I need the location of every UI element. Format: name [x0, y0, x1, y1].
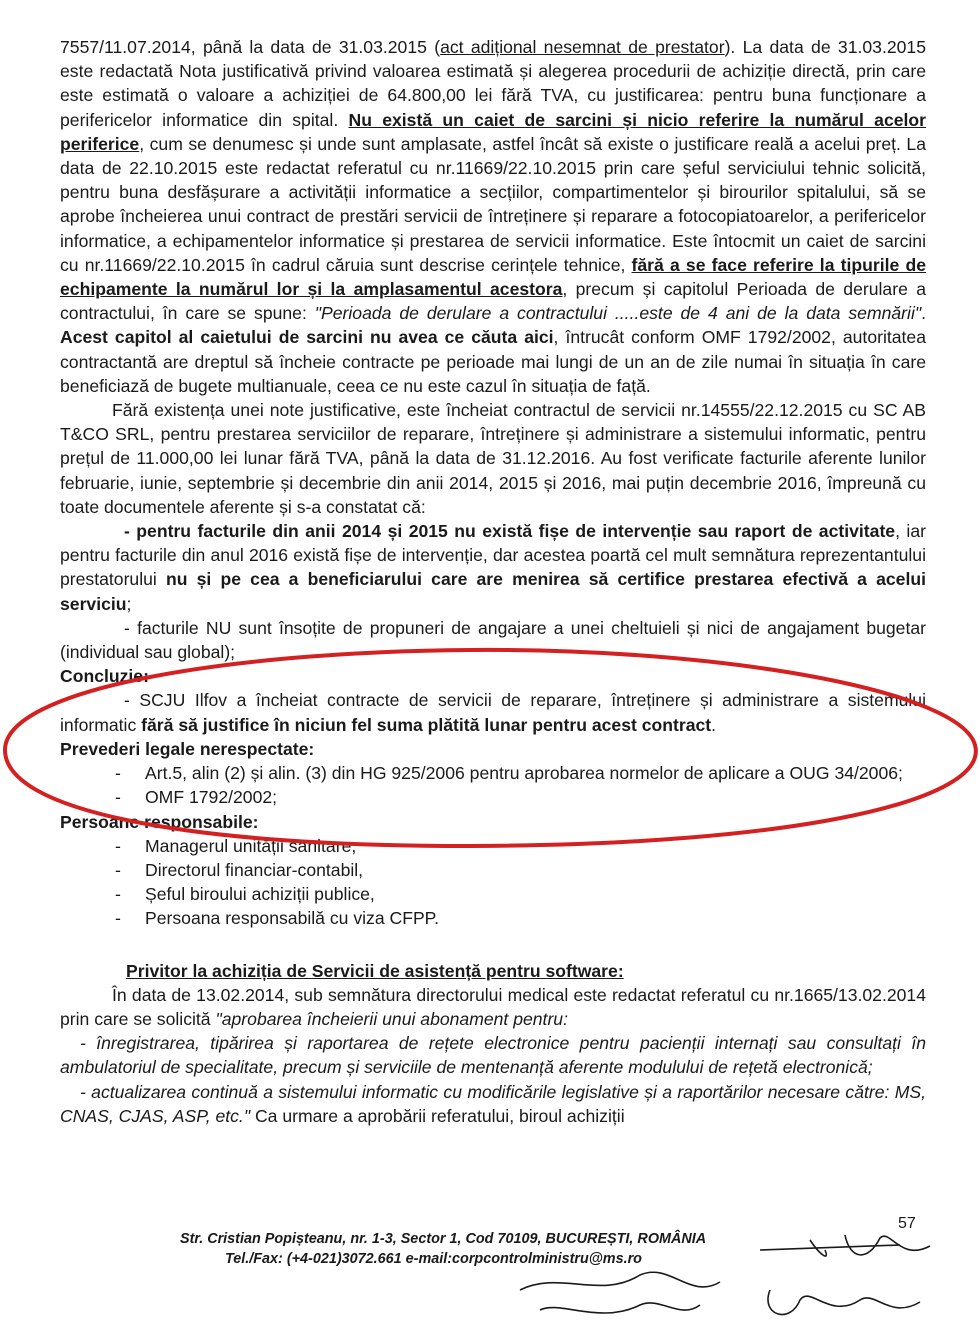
- document-body: [60, 35, 926, 1128]
- text-run-underlined: act adițional nesemnat de prestator: [440, 37, 725, 57]
- text-run-emphasis: Nu există un caiet de sarcini și nicio referire la numărul acelor periferice: [60, 109, 926, 154]
- list-item: - Managerul unității sanitare,: [115, 834, 926, 858]
- text-run: În data de 13.02.2014, sub semnătura directorului medical este redactat referatul cu nr.1665/13.02.2014 prin care se solicită: [60, 984, 926, 1029]
- responsible-persons-heading: Persoane responsabile:: [60, 811, 259, 832]
- paragraph-software-request: [60, 983, 926, 1031]
- footer-address: [180, 1229, 706, 1269]
- text-run-quote: - actualizarea continuă a sistemului informatic cu modificările legislative și a raportărilor necesare către: MS, CNAS, CJAS, ASP, etc.": [60, 1081, 926, 1126]
- finding-item-2: - facturile NU sunt însoțite de propuneri de angajare a unei cheltuieli și nici de angajament bugetar (individual sau global);: [60, 617, 926, 663]
- quote-item-2: [60, 1080, 926, 1128]
- responsible-persons-list: [60, 834, 926, 931]
- legal-provisions-list: [60, 761, 926, 809]
- paragraph-service-contract: Fără existența unei note justificative, este încheiat contractul de servicii nr.14555/22.12.2015 cu SC AB T&CO SRL, pentru prestarea serviciilor de reparare, întreținere și administrare a sistemului informatic, pentru prețul de 11.000,00 lei lunar fără TVA, până la data de 31.12.2016. Au fost verificate facturile aferente lunilor februarie, iunie, septembrie și decembrie din anii 2014, 2015 și 2016, mai puțin decembrie 2016, împreună cu toate documentele aferente și s-a constatat că:: [60, 400, 926, 517]
- text-run-emphasis: fără a se face referire la tipurile de echipamente la numărul lor și la amplasamentul acestora: [60, 254, 926, 300]
- signature-left: [520, 1272, 720, 1313]
- footer-address-line: Str. Cristian Popișteanu, nr. 1-3, Sector 1, Cod 70109, BUCUREȘTI, ROMÂNIA: [180, 1231, 707, 1247]
- list-item: - OMF 1792/2002;: [115, 785, 926, 809]
- finding-item-1: [60, 519, 926, 616]
- conclusion-text: [60, 688, 926, 736]
- list-item: - Șeful biroului achiziții publice,: [115, 882, 926, 906]
- text-run: .: [921, 303, 926, 324]
- conclusion-heading: Concluzie:: [60, 666, 149, 687]
- text-run: - SCJU Ilfov a încheiat contracte de servicii de reparare, întreținere și administrare a sistemului informatic: [60, 690, 926, 735]
- text-run-quote: "aprobarea încheierii unui abonament pentru:: [215, 1008, 568, 1029]
- text-run-quote: "Perioada de derulare a contractului .....este de 4 ani de la data semnării": [314, 303, 922, 324]
- signature-right-bottom: [768, 1290, 920, 1314]
- text-run: ;: [126, 593, 132, 614]
- text-run-bold: nu și pe cea a beneficiarului care are menirea să certifice prestarea efectivă a acelui serviciu: [60, 569, 926, 614]
- quote-item-1: - înregistrarea, tipărirea și raportarea de rețete electronice pentru pacienții internați sau consultați în ambulatoriul de specialitate, precum și serviciile de mentenanță aferente modulului de rețetă electronică;: [60, 1033, 926, 1078]
- list-item: - Directorul financiar-contabil,: [115, 858, 926, 882]
- text-run-bold: - pentru facturile din anii 2014 și 2015 nu există fișe de intervenție sau raport de activitate: [124, 521, 896, 542]
- text-run-bold: fără să justifice în niciun fel suma plătită lunar pentru acest contract: [141, 714, 712, 735]
- paragraph-contract-history: [60, 35, 926, 398]
- text-run: Ca urmare a aprobării referatului, biroul achiziții: [250, 1105, 625, 1126]
- text-run-bold: Acest capitol al caietului de sarcini nu avea ce căuta aici: [60, 327, 554, 348]
- text-run: , precum și capitolul Perioada de derulare a contractului, în care se spune:: [60, 279, 926, 324]
- text-run: 7557/11.07.2014, până la data de 31.03.2015 (: [60, 37, 441, 57]
- page-number: 57: [898, 1215, 916, 1232]
- footer-contact-line: Tel./Fax: (+4-021)3072.661 e-mail:corpcontrolministru@ms.ro: [225, 1251, 642, 1267]
- section-heading-software: Privitor la achiziția de Servicii de asistență pentru software:: [126, 960, 624, 981]
- list-item: - Art.5, alin (2) și alin. (3) din HG 925/2006 pentru aprobarea normelor de aplicare a OUG 34/2006;: [115, 761, 926, 785]
- text-run: , iar pentru facturile din anul 2016 există fișe de intervenție, dar acestea poartă cel mult semnătura reprezentantului prestatorului: [60, 521, 926, 590]
- text-run: ). La data de 31.03.2015 este redactată Nota justificativă privind valoarea estimată și alegerea procedurii de achiziție directă, prin care este estimată o valoare a achiziției de 64.800,00 lei fără TVA, cu justificarea: pentru buna funcționare a perifericelor informatice din spital.: [60, 37, 926, 130]
- text-run: , cum se denumesc și unde sunt amplasate, astfel încât să existe o justificare reală a acelui preț. La data de 22.10.2015 este redactat referatul cu nr.11669/22.10.2015 prin care șeful serviciului tehnic solicită, pentru buna desfășurare a activității informatice a secțiilor, compartimentelor și birourilor spitalului, să se aprobe încheierea unui contract de prestări servicii de întreținere și reparare a fotocopiatoarelor, a perifericelor informatice, a echipamentelor informatice și prestarea de servicii informatice. Este întocmit un caiet de sarcini cu nr.11669/22.10.2015 în cadrul căruia sunt descrise cerințele tehnice,: [60, 133, 926, 275]
- text-run: .: [711, 714, 717, 735]
- text-run: , întrucât conform OMF 1792/2002, autoritatea contractantă are dreptul să încheie contracte pe perioade mai lungi de un an de zile numai în situația în care beneficiază de bugete multianuale, ceea ce nu este cazul în situația de față.: [60, 327, 927, 396]
- signature-right-top: [760, 1235, 930, 1256]
- legal-provisions-heading: Prevederi legale nerespectate:: [60, 738, 315, 759]
- list-item: - Persoana responsabilă cu viza CFPP.: [115, 906, 926, 930]
